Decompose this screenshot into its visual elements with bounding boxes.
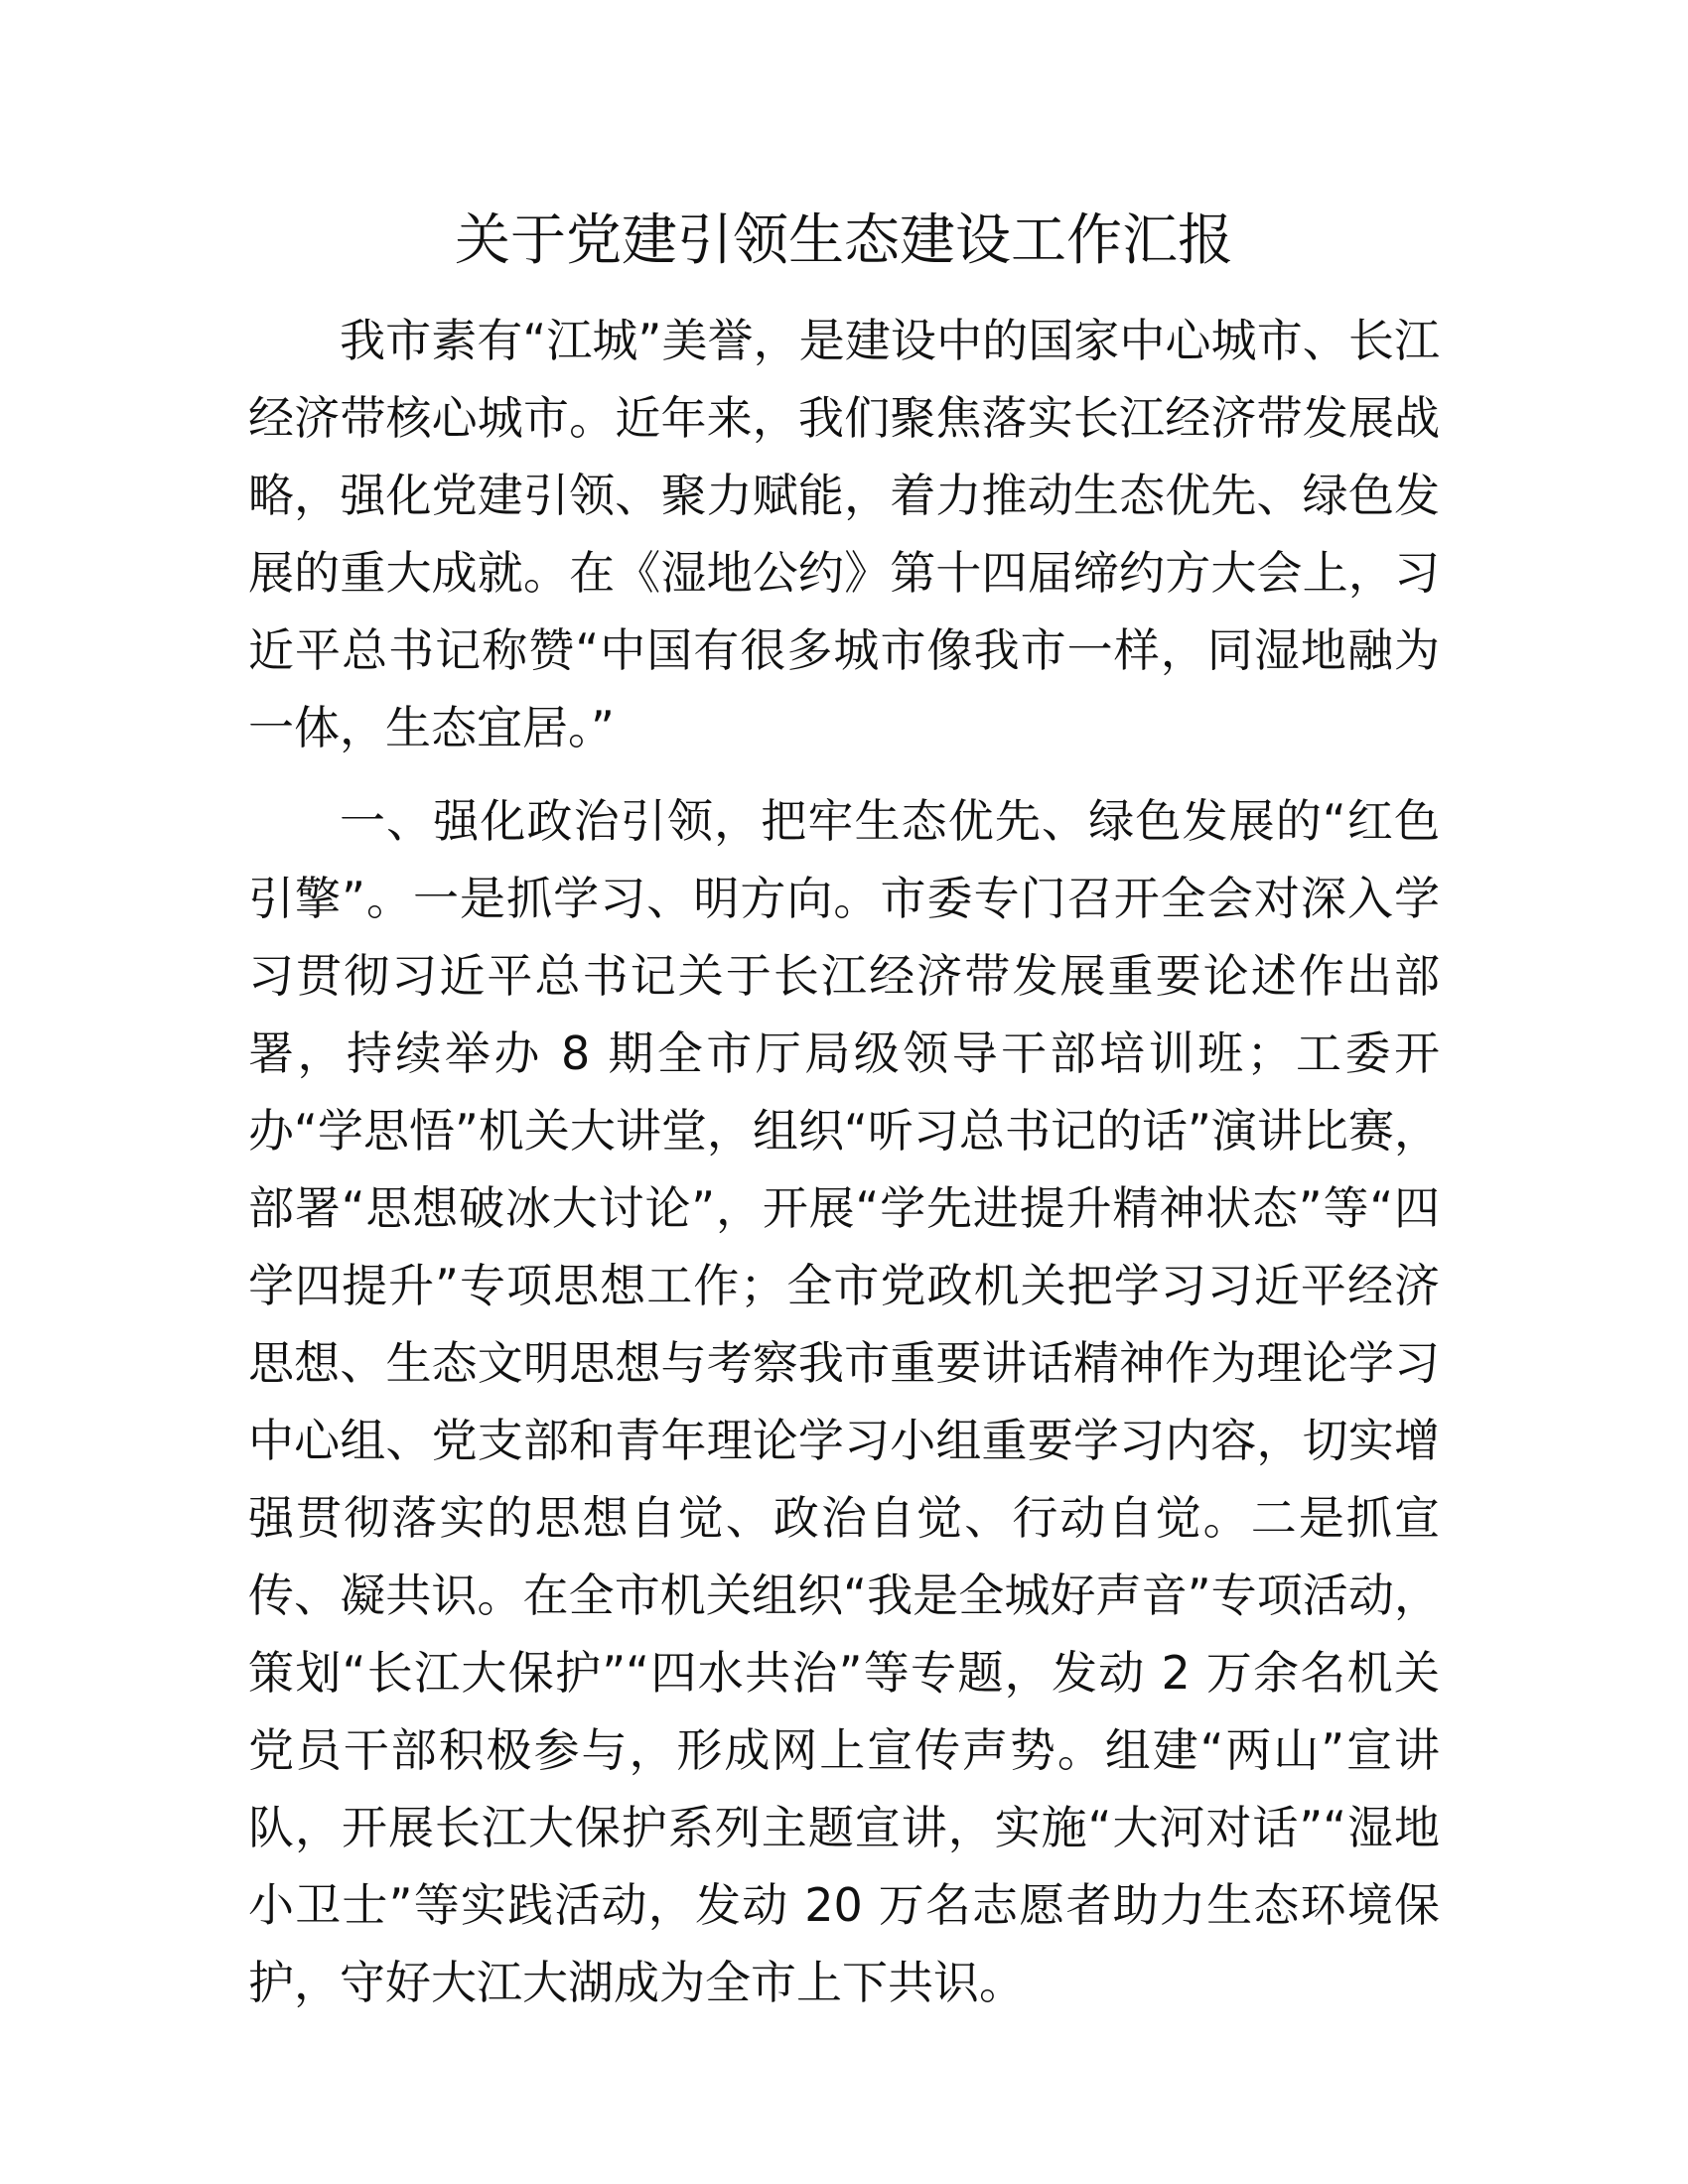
intro-paragraph: 我市素有“江城”美誉，是建设中的国家中心城市、长江经济带核心城市。近年来，我们聚焦落实长江经济带发展战略，强化党建引领、聚力赋能，着力推动生态优先、绿色发展的重大成就。在《湿地公约》第十四届缔约方大会上，习近平总书记称赞“中国有很多城市像我市一样，同湿地融为一体，生态宜居。” [248, 314, 1440, 754]
section-one-paragraph: 一、强化政治引领，把牢生态优先、绿色发展的“红色引擎”。一是抓学习、明方向。市委专门召开全会对深入学习贯彻习近平总书记关于长江经济带发展重要论述作出部署，持续举办 8 期全市厅局级领导干部培训班；工委开办“学思悟”机关大讲堂，组织“听习总书记的话”演讲比赛，部署“思想破冰大讨论”，开展“学先进提升精神状态”等“四学四提升”专项思想工作；全市党政机关把学习习近平经济思想、生态文明思想与考察我市重要讲话精神作为理论学习中心组、党支部和青年理论学习小组重要学习内容，切实增强贯彻落实的思想自觉、政治自觉、行动自觉。二是抓宣传、凝共识。在全市机关组织“我是全城好声音”专项活动，策划“长江大保护”“四水共治”等专题，发动 2 万余名机关党员干部积极参与，形成网上宣传声势。组建“两山”宣讲队，开展长江大保护系列主题宣讲，实施“大河对话”“湿地小卫士”等实践活动，发动 20 万名志愿者助力生态环境保护，守好大江大湖成为全市上下共识。 [248, 794, 1440, 2009]
document-body [248, 302, 1440, 2021]
document-title: 关于党建引领生态建设工作汇报 [455, 208, 1233, 273]
